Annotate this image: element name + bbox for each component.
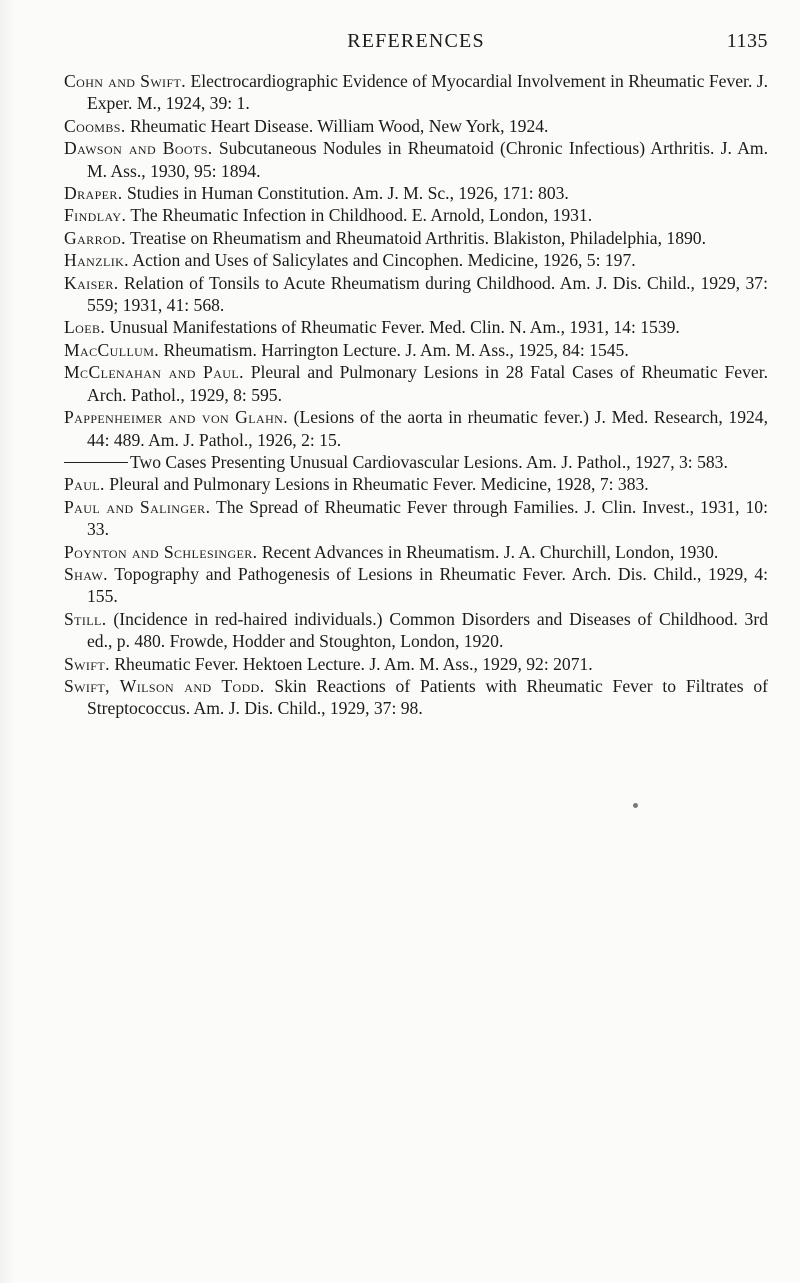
reference-citation: Treatise on Rheumatism and Rheumatoid Arthritis. Blakiston, Philadelphia, 1890.: [125, 227, 706, 248]
reference-citation: The Spread of Rheumatic Fever through Families. J. Clin. Invest., 1931, 10: 33.: [87, 496, 768, 540]
reference-entry: [64, 361, 768, 406]
reference-list: [64, 70, 768, 720]
reference-author: Draper.: [64, 183, 123, 204]
reference-entry: [64, 608, 768, 653]
reference-author: Swift, Wilson and Todd.: [64, 675, 265, 696]
reference-author: Dawson and Boots.: [64, 138, 213, 159]
reference-citation: Electrocardiographic Evidence of Myocardial Involvement in Rheumatic Fever. J. Exper. M., 1924, 39: 1.: [87, 71, 768, 114]
reference-entry: [64, 496, 768, 541]
reference-entry: [64, 451, 768, 473]
reference-citation: (Incidence in red-haired individuals.) Common Disorders and Diseases of Childhood. 3rd ed., p. 480. Frowde, Hodder and Stoughton, London, 1920.: [87, 608, 768, 652]
reference-entry: [64, 541, 768, 563]
reference-entry: [64, 406, 768, 451]
reference-entry: [64, 339, 768, 361]
reference-citation: Relation of Tonsils to Acute Rheumatism during Childhood. Am. J. Dis. Child., 1929, 37: 559; 1931, 41: 568.: [87, 272, 768, 316]
reference-entry: [64, 182, 768, 204]
reference-author: Still.: [64, 608, 107, 629]
reference-author: Coombs.: [64, 115, 126, 136]
reference-entry: [64, 473, 768, 495]
reference-author: Poynton and Schlesinger.: [64, 541, 258, 562]
reference-citation: Rheumatism. Harrington Lecture. J. Am. M. Ass., 1925, 84: 1545.: [159, 339, 629, 360]
page-title: REFERENCES: [347, 30, 485, 52]
reference-citation: Pleural and Pulmonary Lesions in Rheumatic Fever. Medicine, 1928, 7: 383.: [104, 474, 649, 495]
reference-entry: [64, 137, 768, 182]
reference-entry: [64, 249, 768, 271]
reference-entry: [64, 204, 768, 226]
reference-citation: Subcutaneous Nodules in Rheumatoid (Chronic Infectious) Arthritis. J. Am. M. Ass., 1930, 95: 1894.: [87, 138, 769, 181]
reference-author: MacCullum.: [64, 339, 160, 360]
reference-author: Loeb.: [64, 317, 106, 338]
reference-entry: [64, 653, 768, 675]
reference-author: Cohn and Swift.: [64, 71, 187, 91]
reference-author: Pappenheimer and von Glahn.: [64, 407, 289, 428]
reference-citation: Rheumatic Heart Disease. William Wood, New York, 1924.: [125, 115, 549, 136]
reference-author: McClenahan and Paul.: [64, 362, 244, 383]
reference-citation: The Rheumatic Infection in Childhood. E. Arnold, London, 1931.: [126, 205, 593, 226]
reference-citation: Two Cases Presenting Unusual Cardiovascular Lesions. Am. J. Pathol., 1927, 3: 583.: [130, 451, 728, 472]
reference-citation: Recent Advances in Rheumatism. J. A. Churchill, London, 1930.: [257, 541, 719, 562]
reference-author: Hanzlik.: [64, 250, 129, 271]
reference-citation: Skin Reactions of Patients with Rheumatic Fever to Filtrates of Streptococcus. Am. J. Dis. Child., 1929, 37: 98.: [87, 675, 768, 719]
reference-author: Swift.: [64, 653, 110, 674]
running-head: [64, 30, 768, 60]
page-number: 1135: [726, 30, 768, 52]
reference-author: Paul and Salinger.: [64, 496, 211, 517]
reference-entry: [64, 70, 768, 115]
reference-entry: [64, 316, 768, 338]
reference-author: Paul.: [64, 474, 105, 495]
reference-citation: Action and Uses of Salicylates and Cincophen. Medicine, 1926, 5: 197.: [128, 250, 636, 271]
reference-citation: Topography and Pathogenesis of Lesions in Rheumatic Fever. Arch. Dis. Child., 1929, 4: 155.: [87, 563, 768, 607]
reference-entry: [64, 227, 768, 249]
reference-citation: Pleural and Pulmonary Lesions in 28 Fatal Cases of Rheumatic Fever. Arch. Pathol., 1929, 8: 595.: [87, 362, 768, 405]
reference-citation: Studies in Human Constitution. Am. J. M. Sc., 1926, 171: 803.: [122, 183, 569, 204]
reference-entry: [64, 272, 768, 317]
reference-entry: [64, 563, 768, 608]
reference-entry: [64, 675, 768, 720]
reference-author: Garrod.: [64, 227, 126, 248]
page-edge-shadow: [0, 0, 14, 1283]
reference-author: Kaiser.: [64, 272, 119, 293]
reference-citation: Rheumatic Fever. Hektoen Lecture. J. Am. M. Ass., 1929, 92: 2071.: [109, 653, 593, 674]
scan-speck: [633, 803, 638, 808]
reference-author: Findlay.: [64, 205, 127, 226]
reference-entry: [64, 115, 768, 137]
reference-citation: Unusual Manifestations of Rheumatic Fever. Med. Clin. N. Am., 1931, 14: 1539.: [105, 317, 680, 338]
ditto-dash: [64, 462, 128, 463]
reference-citation: (Lesions of the aorta in rheumatic fever.) J. Med. Research, 1924, 44: 489. Am. J. Pathol., 1926, 2: 15.: [87, 407, 768, 450]
reference-author: Shaw.: [64, 563, 108, 584]
